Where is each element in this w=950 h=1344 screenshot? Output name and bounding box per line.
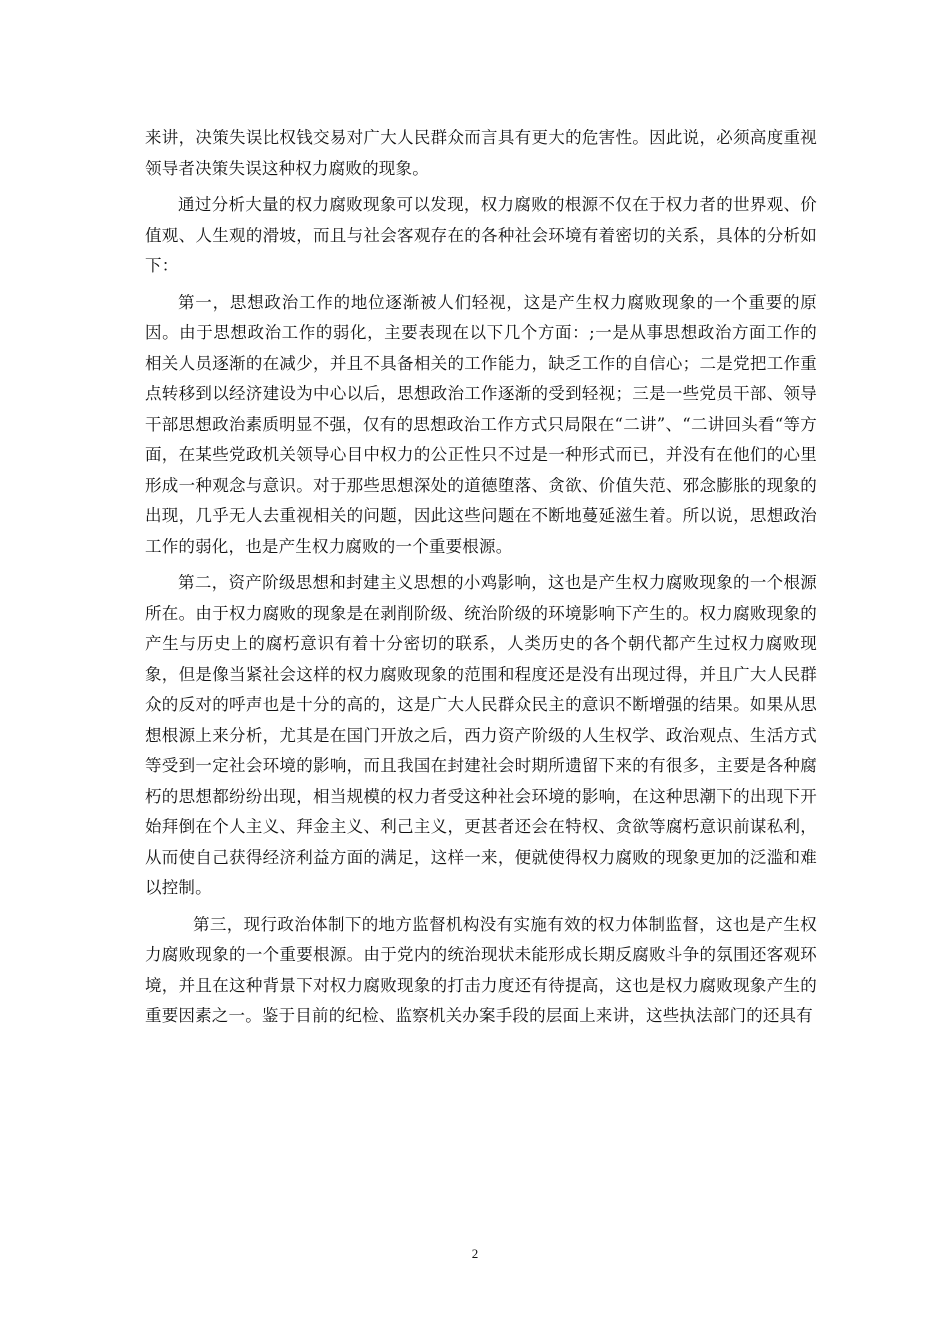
paragraph-analysis-intro: 通过分析大量的权力腐败现象可以发现，权力腐败的根源不仅在于权力者的世界观、价值观、人生观的滑坡，而且与社会客观存在的各种社会环境有着密切的关系，具体的分析如下： [145, 195, 817, 275]
paragraph-second-cause: 第二，资产阶级思想和封建主义思想的小鸡影响，这也是产生权力腐败现象的一个根源所在。由于权力腐败的现象是在剥削阶级、统治阶级的环境影响下产生的。权力腐败现象的产生与历史上的腐朽意识有着十分密切的联系，人类历史的各个朝代都产生过权力腐败现象，但是像当紧社会这样的权力腐败现象的范围和程度还是没有出现过得，并且广大人民群众的反对的呼声也是十分的高的，这是广大人民群众民主的意识不断增强的结果。如果从思想根源上来分析，尤其是在国门开放之后，西力资产阶级的人生权学、政治观点、生活方式等受到一定社会环境的影响，而且我国在封建社会时期所遗留下来的有很多，主要是各种腐朽的思想都纷纷出现，相当规模的权力者受这种社会环境的影响，在这种思潮下的出现下开始拜倒在个人主义、拜金主义、利己主义，更甚者还会在特权、贪欲等腐朽意识前谋私利，从而使自己获得经济利益方面的满足，这样一来，便就使得权力腐败的现象更加的泛滥和难以控制。 [145, 573, 817, 897]
paragraph-third-cause: 第三，现行政治体制下的地方监督机构没有实施有效的权力体制监督，这也是产生权力腐败现象的一个重要根源。由于党内的统治现状未能形成长期反腐败斗争的氛围还客观环境，并且在这种背景下对权力腐败现象的打击力度还有待提高，这也是权力腐败现象产生的重要因素之一。鉴于目前的纪检、监察机关办案手段的层面上来讲，这些执法部门的还具有 [145, 914, 817, 1025]
paragraph-continuation: 来讲，决策失误比权钱交易对广大人民群众而言具有更大的危害性。因此说，必须高度重视领导者决策失误这种权力腐败的现象。 [145, 128, 817, 178]
body-text [145, 123, 817, 1038]
paragraph-first-cause: 第一，思想政治工作的地位逐渐被人们轻视，这是产生权力腐败现象的一个重要的原因。由于思想政治工作的弱化，主要表现在以下几个方面：;一是从事思想政治方面工作的相关人员逐渐的在减少，并且不具备相关的工作能力，缺乏工作的自信心；二是党把工作重点转移到以经济建设为中心以后，思想政治工作逐渐的受到轻视；三是一些党员干部、领导干部思想政治素质明显不强，仅有的思想政治工作方式只局限在“二讲”、“二讲回头看“等方面，在某些党政机关领导心目中权力的公正性只不过是一种形式而已，并没有在他们的心里形成一种观念与意识。对于那些思想深处的道德堕落、贪欲、价值失范、邪念膨胀的现象的出现，几乎无人去重视相关的问题，因此这些问题在不断地蔓延滋生着。所以说，思想政治工作的弱化，也是产生权力腐败的一个重要根源。 [145, 292, 817, 556]
page-number: 2 [471, 1246, 479, 1261]
